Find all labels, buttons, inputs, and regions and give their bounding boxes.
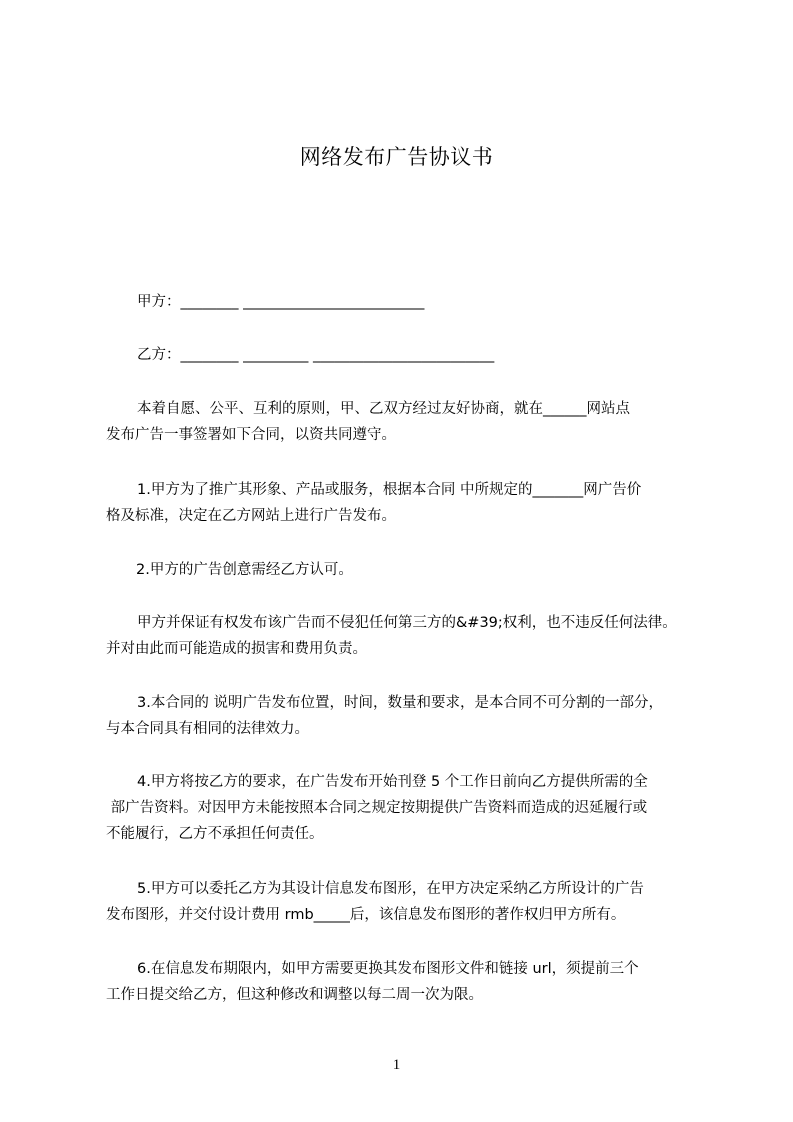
clause-4-line-2: 部广告资料。对因甲方未能按照本合同之规定按期提供广告资料而造成的迟延履行或 xyxy=(106,800,648,816)
party-b-line: 乙方：________ _________ _________________________ xyxy=(137,347,495,363)
clause-5-line-2: 发布图形，并交付设计费用 rmb_____后，该信息发布图形的著作权归甲方所有。 xyxy=(106,907,626,923)
clause-2b-line-2: 并对由此而可能造成的损害和费用负责。 xyxy=(106,641,367,657)
clause-2-line: 2.甲方的广告创意需经乙方认可。 xyxy=(136,562,353,578)
clause-3-line-1: 3.本合同的 说明广告发布位置，时间，数量和要求，是本合同不可分割的一部分， xyxy=(137,695,663,711)
clause-4-line-3: 不能履行，乙方不承担任何责任。 xyxy=(106,826,324,842)
party-a-line: 甲方：________ _________________________ xyxy=(137,294,425,310)
clause-2b-line-1: 甲方并保证有权发布该广告而不侵犯任何第三方的&#39;权利，也不违反任何法律。 xyxy=(137,615,677,631)
clause-4-line-1: 4.甲方将按乙方的要求，在广告发布开始刊登 5 个工作日前向乙方提供所需的全 xyxy=(137,774,648,790)
clause-1-line-1: 1.甲方为了推广其形象、产品或服务，根据本合同 中所规定的_______网广告价 xyxy=(137,482,642,498)
clause-1-line-2: 格及标准，决定在乙方网站上进行广告发布。 xyxy=(106,508,396,524)
clause-3-line-2: 与本合同具有相同的法律效力。 xyxy=(106,721,309,737)
intro-line-1: 本着自愿、公平、互利的原则，甲、乙双方经过友好协商，就在______网站点 xyxy=(137,401,630,417)
page-number: 1 xyxy=(392,1057,401,1073)
clause-6-line-2: 工作日提交给乙方，但这种修改和调整以每二周一次为限。 xyxy=(106,987,483,1003)
intro-line-2: 发布广告一事签署如下合同，以资共同遵守。 xyxy=(106,427,396,443)
clause-5-line-1: 5.甲方可以委托乙方为其设计信息发布图形，在甲方决定采纳乙方所设计的广告 xyxy=(137,881,644,897)
clause-6-line-1: 6.在信息发布期限内，如甲方需要更换其发布图形文件和链接 url，须提前三个 xyxy=(137,961,639,977)
document-title: 网络发布广告协议书 xyxy=(299,145,494,169)
